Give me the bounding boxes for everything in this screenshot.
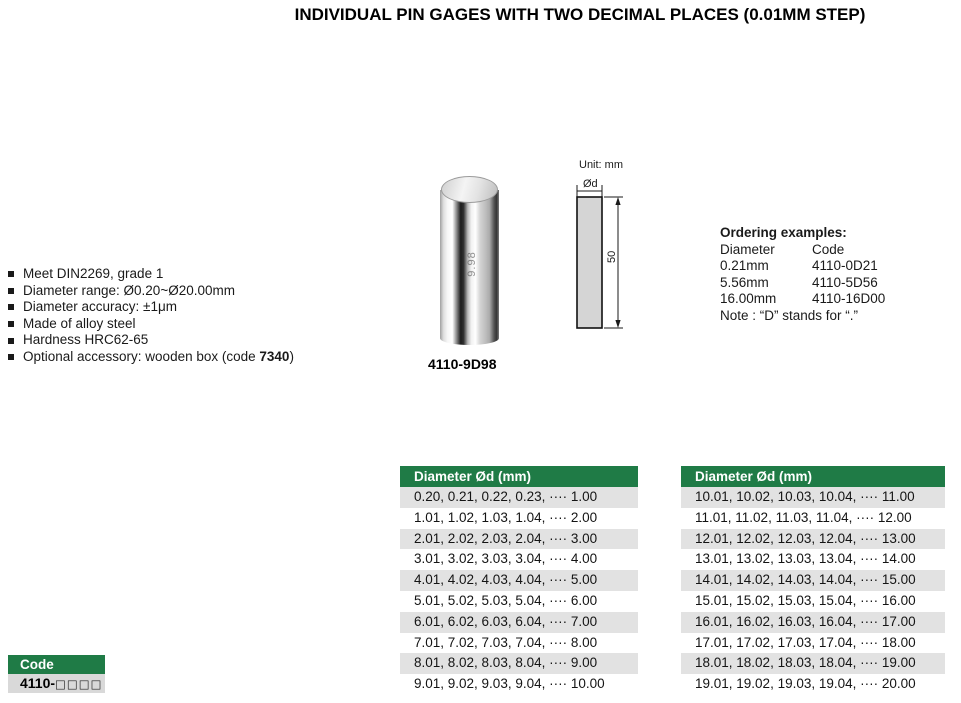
- square-bullet-icon: [8, 321, 14, 327]
- ordering-diameter: 16.00mm: [720, 291, 777, 306]
- feature-text: Diameter range: Ø0.20~Ø20.00mm: [23, 282, 235, 298]
- table-row: 18.01, 18.02, 18.03, 18.04, ···· 19.00: [681, 653, 945, 674]
- table-row: 1.01, 1.02, 1.03, 1.04, ···· 2.00: [400, 508, 638, 529]
- unit-label: Unit: mm: [579, 159, 623, 171]
- table-row: 14.01, 14.02, 14.03, 14.04, ···· 15.00: [681, 570, 945, 591]
- code-box-header: Code: [8, 655, 105, 674]
- table-row: 5.01, 5.02, 5.03, 5.04, ···· 6.00: [400, 591, 638, 612]
- ordering-examples: [720, 225, 945, 324]
- pin-top-face: [441, 176, 498, 203]
- table-header: Diameter Ød (mm): [681, 466, 945, 487]
- table-row: 4.01, 4.02, 4.03, 4.04, ···· 5.00: [400, 570, 638, 591]
- square-bullet-icon: [8, 354, 14, 360]
- square-bullet-icon: [8, 288, 14, 294]
- feature-item: [8, 266, 398, 283]
- code-prefix: 4110-: [20, 675, 56, 691]
- pin-gage-photo: [440, 176, 499, 345]
- table-row: 12.01, 12.02, 12.03, 12.04, ···· 13.00: [681, 529, 945, 550]
- diameter-dim-label: Ød: [583, 178, 598, 190]
- table-row: 16.01, 16.02, 16.03, 16.04, ···· 17.00: [681, 612, 945, 633]
- feature-item: [8, 283, 398, 300]
- dimension-drawing: [570, 155, 650, 347]
- ordering-code: 4110-0D21: [812, 258, 878, 273]
- table-row: 7.01, 7.02, 7.03, 7.04, ···· 8.00: [400, 633, 638, 654]
- code-placeholder-squares: □□□□: [55, 677, 103, 691]
- table-body: [400, 487, 638, 695]
- product-code-label: 4110-9D98: [428, 356, 497, 372]
- table-header: Diameter Ød (mm): [400, 466, 638, 487]
- code-box: [8, 655, 105, 693]
- ordering-grid: [720, 242, 945, 308]
- table-row: 10.01, 10.02, 10.03, 10.04, ···· 11.00: [681, 487, 945, 508]
- ordering-note: Note : “D” stands for “.”: [720, 307, 859, 323]
- table-row: 13.01, 13.02, 13.03, 13.04, ···· 14.00: [681, 549, 945, 570]
- ordering-diameter: 5.56mm: [720, 274, 769, 290]
- ordering-col2-header: Code: [812, 241, 845, 257]
- feature-text: Made of alloy steel: [23, 315, 136, 331]
- diameter-table-left: [400, 466, 638, 695]
- feature-text: Diameter accuracy: ±1μm: [23, 299, 177, 315]
- feature-text: Meet DIN2269, grade 1: [23, 266, 164, 281]
- page-title: INDIVIDUAL PIN GAGES WITH TWO DECIMAL PLACES (0.01MM STEP): [294, 5, 866, 24]
- feature-text: Optional accessory: wooden box (code 7340): [23, 348, 294, 364]
- table-body: [681, 487, 945, 695]
- feature-list: [8, 266, 398, 366]
- table-row: 2.01, 2.02, 2.03, 2.04, ···· 3.00: [400, 529, 638, 550]
- ordering-code: 4110-16D00: [812, 291, 886, 306]
- table-row: 11.01, 11.02, 11.03, 11.04, ···· 12.00: [681, 508, 945, 529]
- table-row: 0.20, 0.21, 0.22, 0.23, ···· 1.00: [400, 487, 638, 508]
- table-row: 19.01, 19.02, 19.03, 19.04, ···· 20.00: [681, 674, 945, 695]
- table-row: 15.01, 15.02, 15.03, 15.04, ···· 16.00: [681, 591, 945, 612]
- ordering-title: Ordering examples:: [720, 225, 847, 240]
- feature-item: [8, 316, 398, 333]
- table-row: 3.01, 3.02, 3.03, 3.04, ···· 4.00: [400, 549, 638, 570]
- table-row: 17.01, 17.02, 17.03, 17.04, ···· 18.00: [681, 633, 945, 654]
- pin-engraved-size: 9.98: [465, 251, 478, 277]
- feature-item: [8, 299, 398, 316]
- table-row: 9.01, 9.02, 9.03, 9.04, ···· 10.00: [400, 674, 638, 695]
- ordering-col1-header: Diameter: [720, 241, 775, 257]
- feature-text: Hardness HRC62-65: [23, 332, 149, 348]
- length-dim-label: 50: [606, 250, 618, 263]
- square-bullet-icon: [8, 271, 14, 277]
- table-row: 6.01, 6.02, 6.03, 6.04, ···· 7.00: [400, 612, 638, 633]
- square-bullet-icon: [8, 338, 14, 344]
- ordering-diameter: 0.21mm: [720, 258, 769, 273]
- square-bullet-icon: [8, 304, 14, 310]
- code-box-value: [8, 674, 105, 693]
- feature-item: [8, 349, 398, 366]
- ordering-code: 4110-5D56: [812, 274, 878, 290]
- diameter-table-right: [681, 466, 945, 695]
- pin-outline-rect: [577, 197, 602, 328]
- table-row: 8.01, 8.02, 8.03, 8.04, ···· 9.00: [400, 653, 638, 674]
- feature-item: [8, 332, 398, 349]
